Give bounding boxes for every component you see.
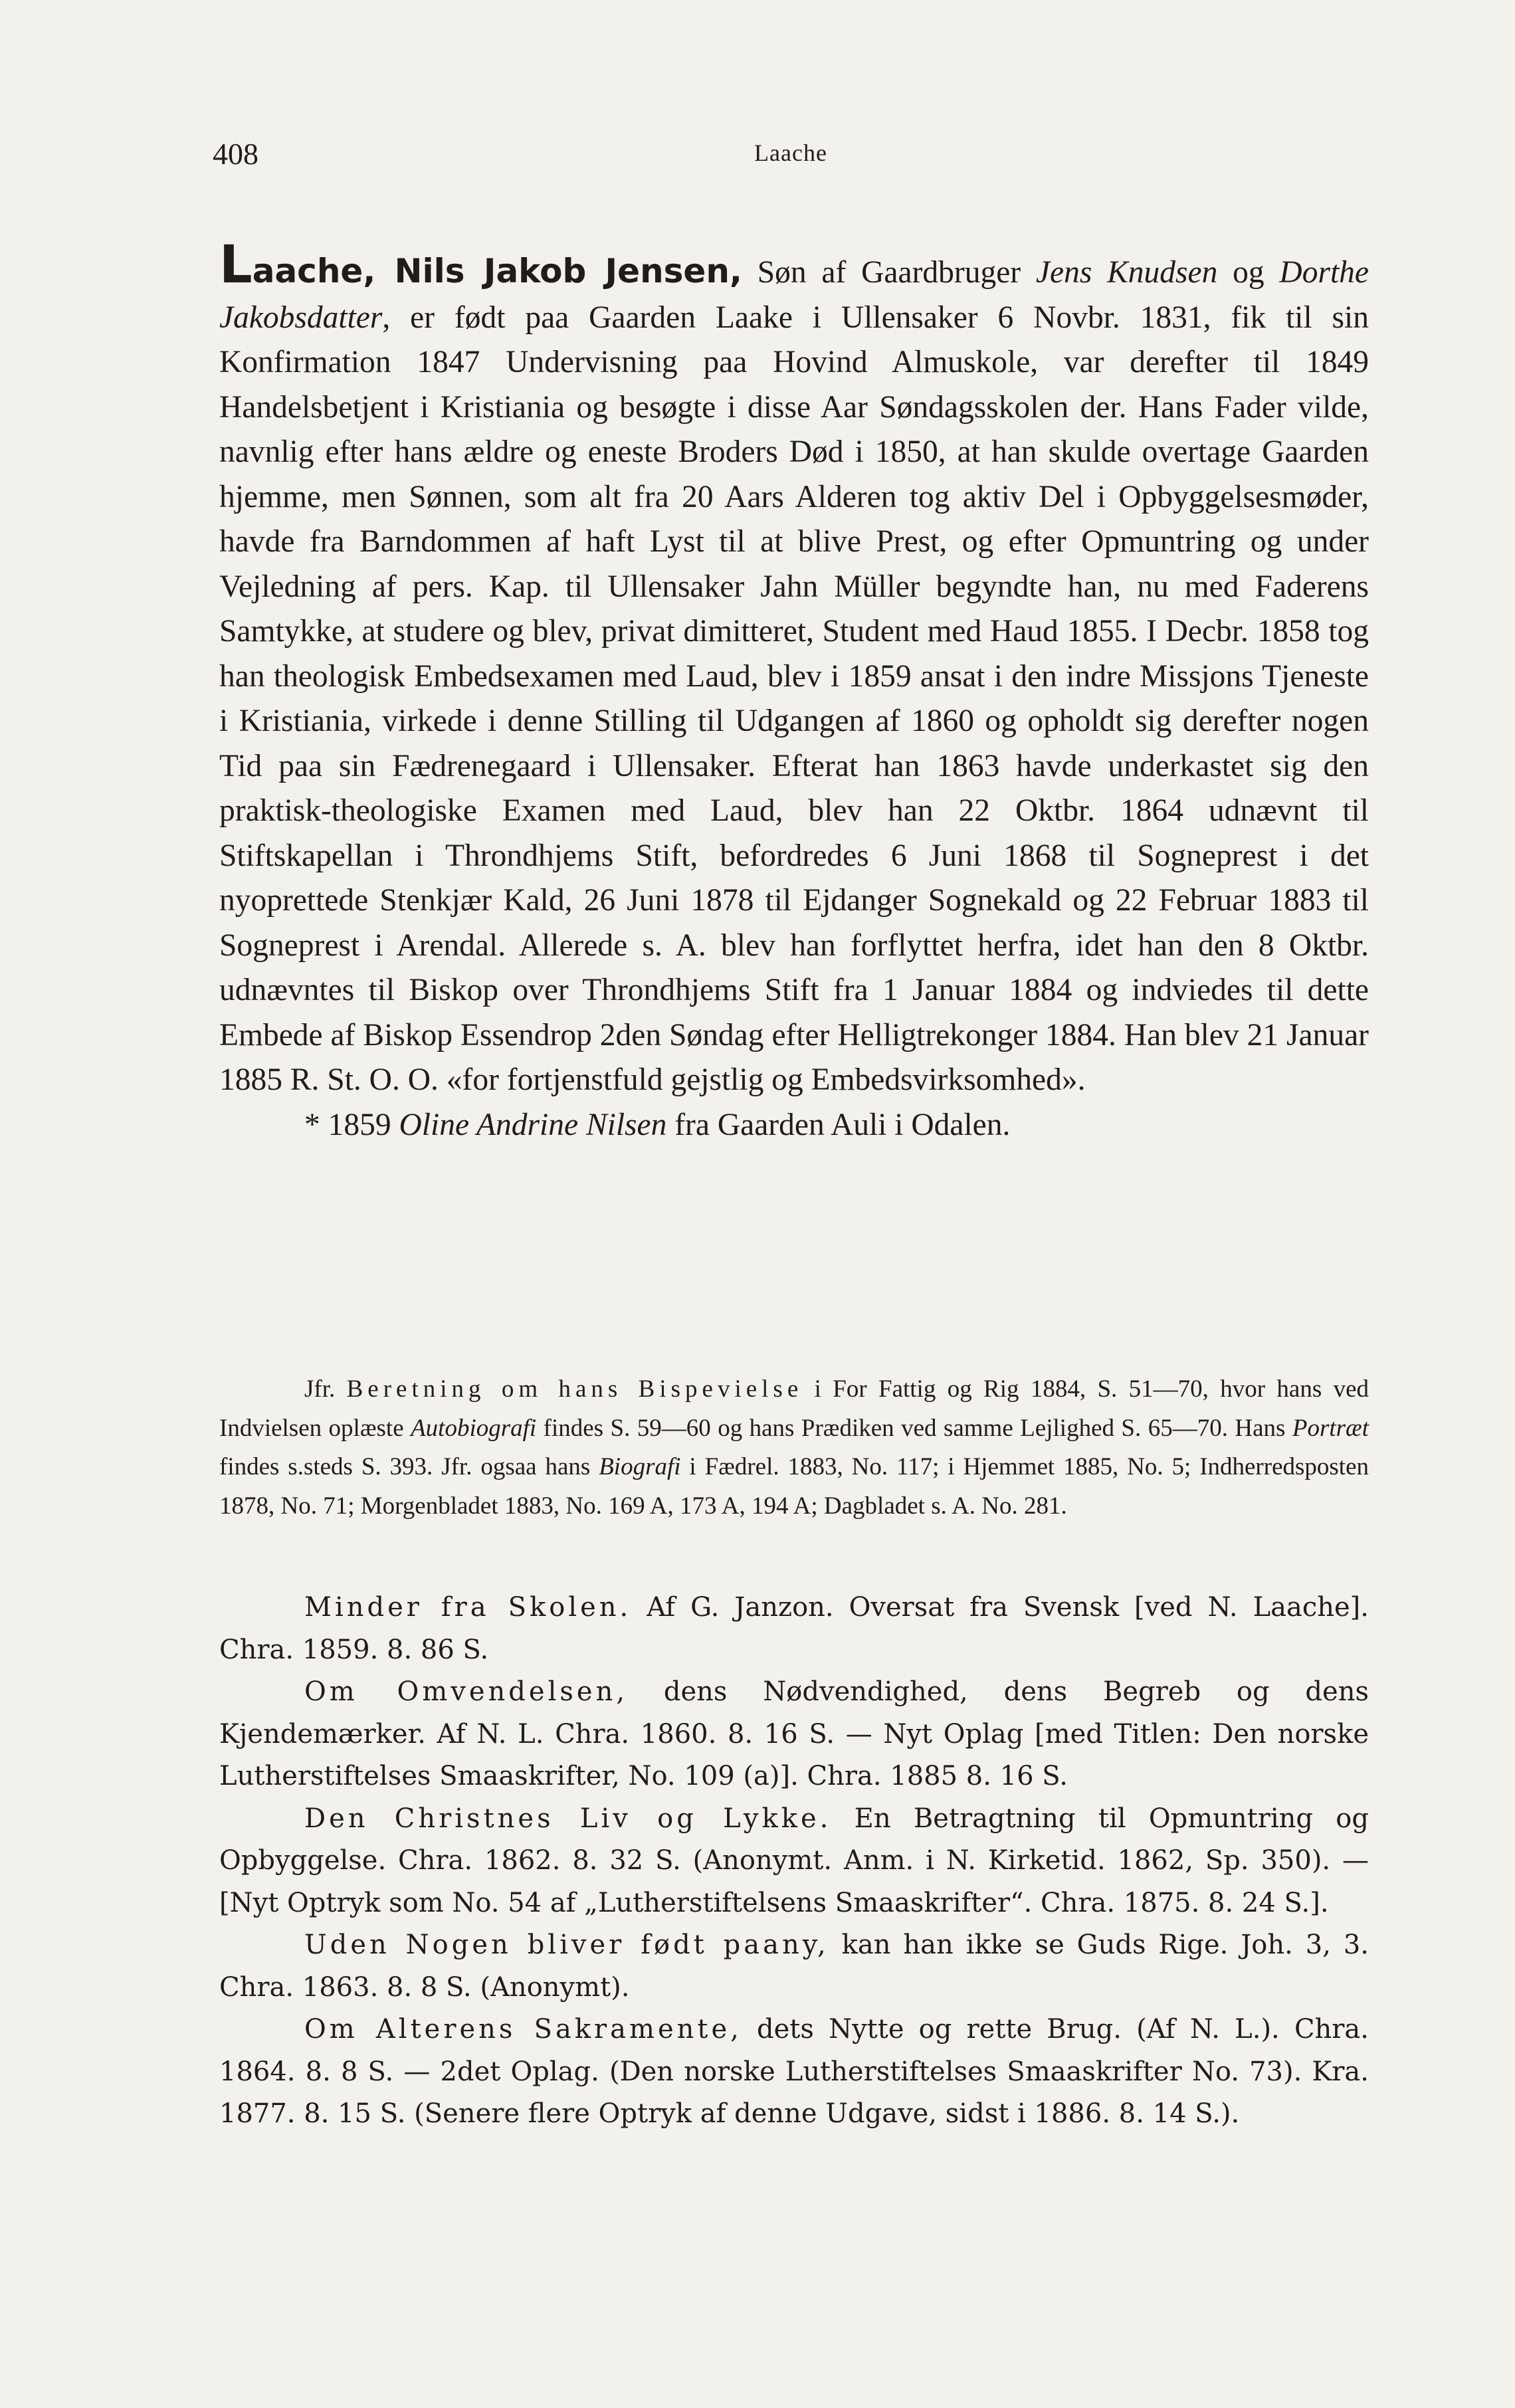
source-note bbox=[219, 1370, 1369, 1526]
bib-entry: Den Christnes Liv og Lykke. En Betragtning til Opmuntring og Opbyggelse. Chra. 1862. 8. 32 S. (Anonymt. Anm. i N. Kirketid. 1862, Sp. 350). — [Nyt Optryk som No. 54 af „Lutherstiftelsens Smaaskrifter“. Chra. 1875. 8. 24 S.]. bbox=[219, 1803, 1369, 1918]
marriage-line bbox=[219, 1103, 1369, 1148]
page-header bbox=[213, 136, 1369, 176]
bib-title: Den Christnes Liv og Lykke. bbox=[304, 1803, 832, 1834]
bib-title: Om Alterens Sakramente, bbox=[304, 2014, 742, 2045]
bib-entry: Om Omvendelsen, dens Nødvendighed, dens Begreb og dens Kjendemærker. Af N. L. Chra. 1860. 8. 16 S. — Nyt Oplag [med Titlen: Den norske Lutherstiftelses Smaaskrifter, No. 109 (a)]. Chra. 1885 8. 16 S. bbox=[219, 1676, 1369, 1791]
bib-title: Om Omvendelsen, bbox=[304, 1676, 629, 1707]
biografi-ref: Biografi bbox=[599, 1453, 681, 1480]
text-run: og bbox=[1217, 255, 1280, 290]
mother-name: Dorthe Jakobsdatter bbox=[219, 255, 1369, 335]
bib-title: Uden Nogen bliver født paany, bbox=[304, 1930, 829, 1960]
biography-paragraph bbox=[219, 235, 1369, 1103]
running-head: Laache bbox=[754, 140, 827, 166]
bib-title: Minder fra Skolen. bbox=[304, 1592, 632, 1623]
father-name: Jens Knudsen bbox=[1035, 255, 1218, 290]
bib-entry: Uden Nogen bliver født paany, kan han ikke se Guds Rige. Joh. 3, 3. Chra. 1863. 8. 8 S. (Anonymt). bbox=[219, 1930, 1369, 2003]
text-run: * 1859 bbox=[304, 1107, 399, 1142]
spouse-name: Oline Andrine Nilsen bbox=[399, 1107, 667, 1142]
page-number: 408 bbox=[213, 137, 258, 171]
text-run: fra Gaarden Auli i Odalen. bbox=[666, 1107, 1011, 1142]
spaced-title: Beretning om hans Bispevielse bbox=[346, 1375, 803, 1403]
drop-initial: L bbox=[219, 235, 252, 295]
biography-entry bbox=[219, 235, 1369, 1148]
autobiografi-ref: Autobiografi bbox=[411, 1414, 537, 1442]
text-run: Søn af Gaardbruger bbox=[742, 255, 1036, 290]
text-run: , er født paa Gaarden Laake i Ullensaker 6 Novbr. 1831, fik til sin Konfirmation 1847 Undervisning paa Hovind Almuskole, var derefter til 1849 Handelsbetjent i Kristiania og besøgte i disse Aar Søndagsskolen der. Hans Fader vilde, navnlig efter hans ældre og eneste Broders Død i 1850, at han skulde overtage Gaarden hjemme, men Sønnen, som alt fra 20 Aars Alderen tog aktiv Del i Opbyggelsesmøder, havde fra Barndommen af haft Lyst til at blive Prest, og efter Opmuntring og under Vejledning af pers. Kap. til Ullensaker Jahn Müller begyndte han, nu med Faderens Samtykke, at studere og blev, privat dimitteret, Student med Haud 1855. I Decbr. 1858 tog han theologisk Embedsexamen med Laud, blev i 1859 ansat i den indre Missjons Tjeneste i Kristiania, virkede i denne Stilling til Udgangen af 1860 og opholdt sig derefter nogen Tid paa sin Fædrenegaard i Ullensaker. Efterat han 1863 havde underkastet sig den praktisk-theologiske Examen med Laud, blev han 22 Oktbr. 1864 udnævnt til Stiftskapellan i Throndhjems Stift, befordredes 6 Juni 1868 til Sogneprest i det nyoprettede Stenkjær Kald, 26 Juni 1878 til Ejdanger Sognekald og 22 Februar 1883 til Sogneprest i Arendal. Allerede s. A. blev han forflyttet herfra, idet han den 8 Oktbr. udnævntes til Biskop over Throndhjems Stift fra 1 Januar 1884 og indviedes til dette Embede af Biskop Essendrop 2den Søndag efter Helligtrekonger 1884. Han blev 21 Januar 1885 R. St. O. O. «for fortjenstfuld gejstlig og Embedsvirksomhed». bbox=[219, 300, 1369, 1097]
entry-name: aache, Nils Jakob Jensen, bbox=[252, 252, 742, 290]
source-paragraph: Jfr. Beretning om hans Bispevielse i For Fattig og Rig 1884, S. 51—70, hvor hans ved Indvielsen oplæste Autobiografi findes S. 59—60 og hans Prædiken ved samme Lejlighed S. 65—70. Hans Portræt findes s.steds S. 393. Jfr. ogsaa hans Biografi i Fædrel. 1883, No. 117; i Hjemmet 1885, No. 5; Indherredsposten 1878, No. 71; Morgenbladet 1883, No. 169 A, 173 A, 194 A; Dagbladet s. A. No. 281. bbox=[219, 1375, 1369, 1520]
bib-entry: Om Alterens Sakramente, dets Nytte og rette Brug. (Af N. L.). Chra. 1864. 8. 8 S. — 2det Oplag. (Den norske Lutherstiftelses Smaaskrifter No. 73). Kra. 1877. 8. 15 S. (Senere flere Optryk af denne Udgave, sidst i 1886. 8. 14 S.). bbox=[219, 2014, 1369, 2129]
bib-entry: Minder fra Skolen. Af G. Janzon. Oversat fra Svensk [ved N. Laache]. Chra. 1859. 8. 86 S. bbox=[219, 1592, 1369, 1665]
portraet-ref: Portræt bbox=[1292, 1414, 1369, 1442]
bibliography bbox=[219, 1587, 1369, 2136]
